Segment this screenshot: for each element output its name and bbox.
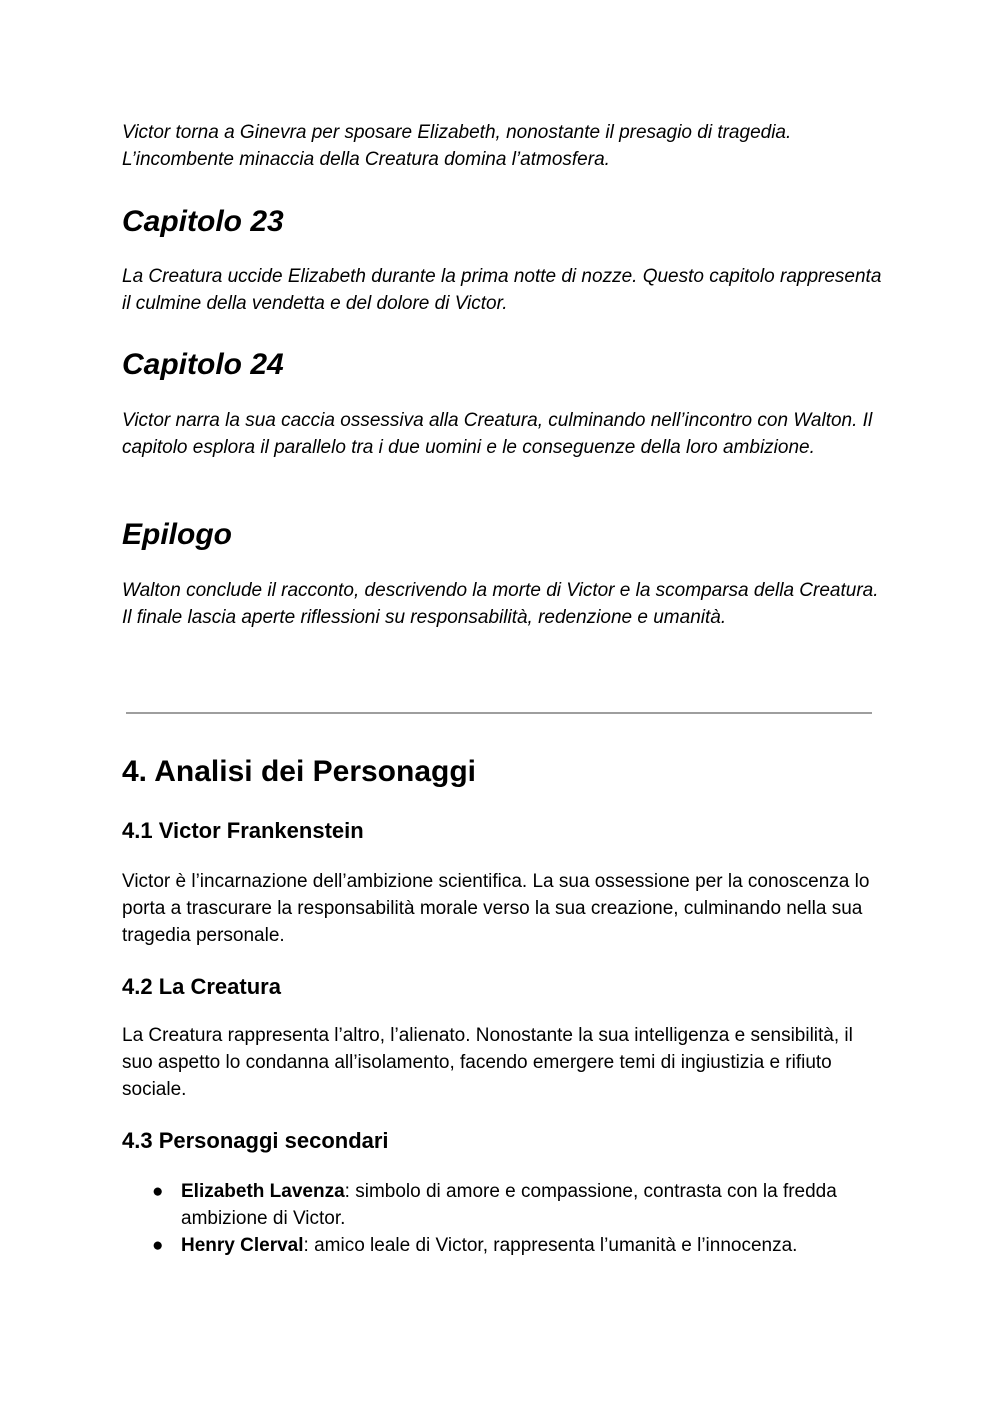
subsection-secondari-heading: 4.3 Personaggi secondari bbox=[122, 1128, 389, 1153]
bullet-icon: ● bbox=[152, 1235, 164, 1256]
chapter-24-text: Victor narra la sua caccia ossessiva alla Creatura, culminando nell’incontro con Walton. Il capitolo esplora il parallelo tra i due uomini e le conseguenze della loro ambizione. bbox=[122, 410, 873, 458]
horizontal-divider bbox=[126, 712, 872, 714]
epilogo-heading: Epilogo bbox=[122, 518, 232, 551]
chapter-23-heading: Capitolo 23 bbox=[122, 205, 284, 238]
subsection-victor-text: Victor è l’incarnazione dell’ambizione scientifica. La sua ossessione per la conoscenza lo porta a trascurare la responsabilità morale verso la sua creazione, culminando nella sua tragedia personale. bbox=[122, 871, 870, 946]
character-description: : amico leale di Victor, rappresenta l’umanità e l’innocenza. bbox=[303, 1235, 798, 1256]
intro-paragraph: Victor torna a Ginevra per sposare Elizabeth, nonostante il presagio di tragedia. L’incombente minaccia della Creatura domina l’atmosfera. bbox=[122, 122, 792, 170]
character-description: : simbolo di amore e compassione, contrasta con la fredda ambizione di Victor. bbox=[181, 1181, 837, 1229]
epilogo-text: Walton conclude il racconto, descrivendo la morte di Victor e la scomparsa della Creatura. Il finale lascia aperte riflessioni su responsabilità, redenzione e umanità. bbox=[122, 580, 879, 628]
list-item bbox=[122, 1178, 892, 1232]
character-name: Elizabeth Lavenza bbox=[181, 1181, 345, 1202]
chapter-23-text: La Creatura uccide Elizabeth durante la prima notte di nozze. Questo capitolo rappresenta il culmine della vendetta e del dolore di Victor. bbox=[122, 266, 882, 314]
subsection-creatura-text: La Creatura rappresenta l’altro, l’alienato. Nonostante la sua intelligenza e sensibilità, il suo aspetto lo condanna all’isolamento, facendo emergere temi di ingiustizia e rifiuto sociale. bbox=[122, 1025, 853, 1100]
subsection-victor-heading: 4.1 Victor Frankenstein bbox=[122, 818, 364, 843]
secondary-characters-list bbox=[122, 1178, 892, 1259]
subsection-creatura-heading: 4.2 La Creatura bbox=[122, 974, 281, 999]
chapter-24-heading: Capitolo 24 bbox=[122, 348, 284, 381]
list-item bbox=[122, 1232, 892, 1259]
section-title: 4. Analisi dei Personaggi bbox=[122, 755, 476, 788]
bullet-icon: ● bbox=[152, 1181, 164, 1202]
character-name: Henry Clerval bbox=[181, 1235, 304, 1256]
